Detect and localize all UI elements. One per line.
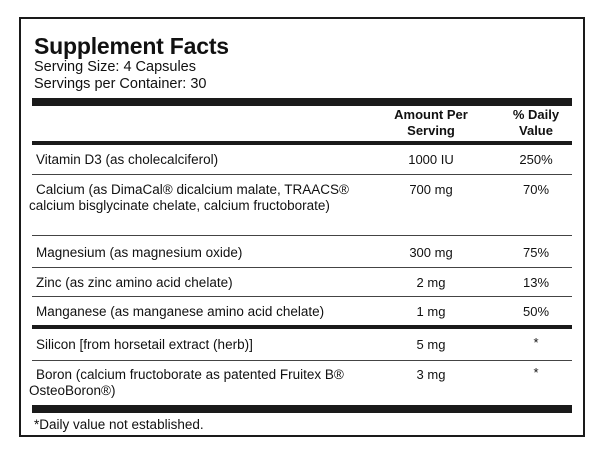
serving-size: Serving Size: 4 Capsules xyxy=(34,59,196,75)
nutrient-amount: 1 mg xyxy=(416,304,446,319)
nutrient-daily-value: 13% xyxy=(522,275,550,290)
nutrient-name: Manganese (as manganese amino acid chelate) xyxy=(36,304,325,319)
row-divider xyxy=(32,360,572,361)
amount-column-header: Amount Per Serving xyxy=(394,107,468,138)
nutrient-name: Silicon [from horsetail extract (herb)] xyxy=(36,337,253,352)
thick-divider xyxy=(32,98,572,106)
footnote: *Daily value not established. xyxy=(34,417,204,432)
nutrient-amount: 700 mg xyxy=(409,182,453,197)
nutrient-name: Vitamin D3 (as cholecalciferol) xyxy=(36,152,219,167)
nutrient-name: Calcium (as DimaCal® dicalcium malate, TRAACS® calcium bisglycinate chelate, calcium fructoborate) xyxy=(29,182,349,213)
row-divider xyxy=(32,235,572,236)
row-divider xyxy=(32,267,572,268)
nutrient-daily-value: 75% xyxy=(522,245,550,260)
nutrient-amount: 1000 IU xyxy=(408,152,454,167)
nutrient-amount: 300 mg xyxy=(409,245,453,260)
nutrient-daily-value: * xyxy=(533,335,539,350)
daily-value-column-header: % Daily Value xyxy=(512,107,560,138)
nutrient-daily-value: 70% xyxy=(522,182,550,197)
nutrient-amount: 3 mg xyxy=(416,367,446,382)
row-divider xyxy=(32,296,572,297)
section-divider xyxy=(32,325,572,329)
nutrient-daily-value: 250% xyxy=(519,152,553,167)
panel-title: Supplement Facts xyxy=(34,33,229,59)
servings-per-container: Servings per Container: 30 xyxy=(34,76,207,92)
nutrient-name: Magnesium (as magnesium oxide) xyxy=(36,245,243,260)
nutrient-name: Zinc (as zinc amino acid chelate) xyxy=(36,275,233,290)
supplement-facts-panel xyxy=(19,17,585,437)
nutrient-name: Boron (calcium fructoborate as patented Fruitex B® OsteoBoron®) xyxy=(29,367,344,398)
header-divider xyxy=(32,141,572,145)
row-divider xyxy=(32,174,572,175)
nutrient-daily-value: * xyxy=(533,365,539,380)
nutrient-daily-value: 50% xyxy=(522,304,550,319)
nutrient-amount: 2 mg xyxy=(416,275,446,290)
nutrient-amount: 5 mg xyxy=(416,337,446,352)
thick-divider xyxy=(32,405,572,413)
